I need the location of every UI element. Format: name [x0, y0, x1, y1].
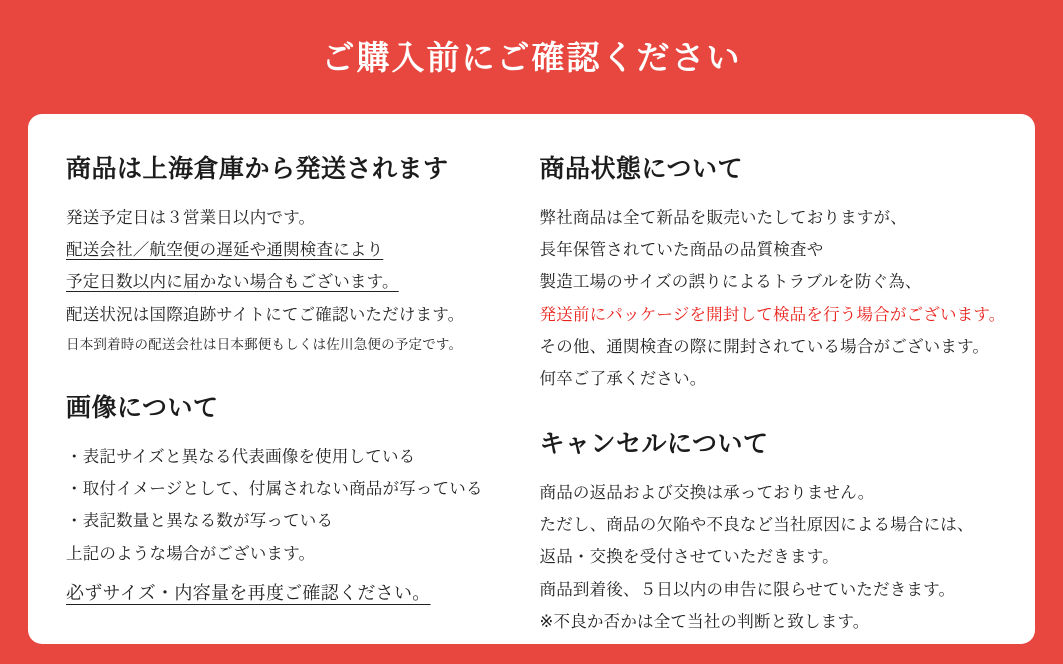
shipping-line: 配送状況は国際追跡サイトにてご確認いただけます。 — [66, 305, 465, 324]
condition-line: 長年保管されていた商品の品質検査や — [539, 241, 824, 260]
section-cancel-title: キャンセルについて — [539, 430, 769, 459]
notice-columns — [66, 154, 1006, 664]
section-shipping-title: 商品は上海倉庫から発送されます — [66, 155, 449, 183]
images-line: ・表記数量と異なる数が写っている — [66, 512, 334, 531]
images-line-emphasis: 必ずサイズ・内容量を再度ご確認ください。 — [66, 582, 431, 603]
shipping-line: 予定日数以内に届かない場合もございます。 — [66, 273, 399, 292]
section-cancel — [540, 429, 998, 638]
condition-line: 弊社商品は全て新品を販売いたしておりますが、 — [539, 209, 907, 227]
section-condition — [539, 154, 1006, 395]
page-title: ご購入前にご確認ください — [321, 39, 742, 76]
shipping-line-note: 日本到着時の配送会社は日本郵便もしくは佐川急便の予定です。 — [66, 336, 463, 352]
section-shipping — [66, 154, 514, 359]
condition-line: 製造工場のサイズの誤りによるトラブルを防ぐ為、 — [539, 273, 922, 292]
images-line: ・表記サイズと異なる代表画像を使用している — [66, 448, 416, 467]
cancel-line: 商品の返品および交換は承っておりません。 — [539, 484, 875, 503]
condition-line: その他、通関検査の際に開封されている場合がございます。 — [539, 337, 990, 356]
images-line: 上記のような場合がございます。 — [66, 544, 316, 563]
condition-line: 何卒ご了承ください。 — [539, 369, 707, 388]
cancel-line: ただし、商品の欠陥や不良など当社原因による場合には、 — [539, 516, 974, 535]
section-images-title: 画像について — [66, 394, 219, 423]
notice-card — [28, 114, 1035, 644]
left-column — [66, 154, 532, 664]
section-images — [66, 393, 514, 611]
section-condition-title: 商品状態について — [539, 155, 744, 183]
shipping-line: 発送予定日は３営業日以内です。 — [66, 209, 316, 227]
cancel-line: ※不良か否かは全て当社の判断と致します。 — [539, 612, 870, 631]
cancel-line: 返品・交換を受付させていただきます。 — [539, 548, 839, 567]
condition-line-alert: 発送前にパッケージを開封して検品を行う場合がございます。 — [539, 305, 1006, 324]
cancel-line: 商品到着後、５日以内の申告に限らせていただきます。 — [539, 580, 956, 599]
images-line: ・取付イメージとして、付属されない商品が写っている — [66, 480, 483, 499]
shipping-line: 配送会社／航空便の遅延や通関検査により — [66, 241, 384, 260]
right-column — [532, 154, 1006, 664]
